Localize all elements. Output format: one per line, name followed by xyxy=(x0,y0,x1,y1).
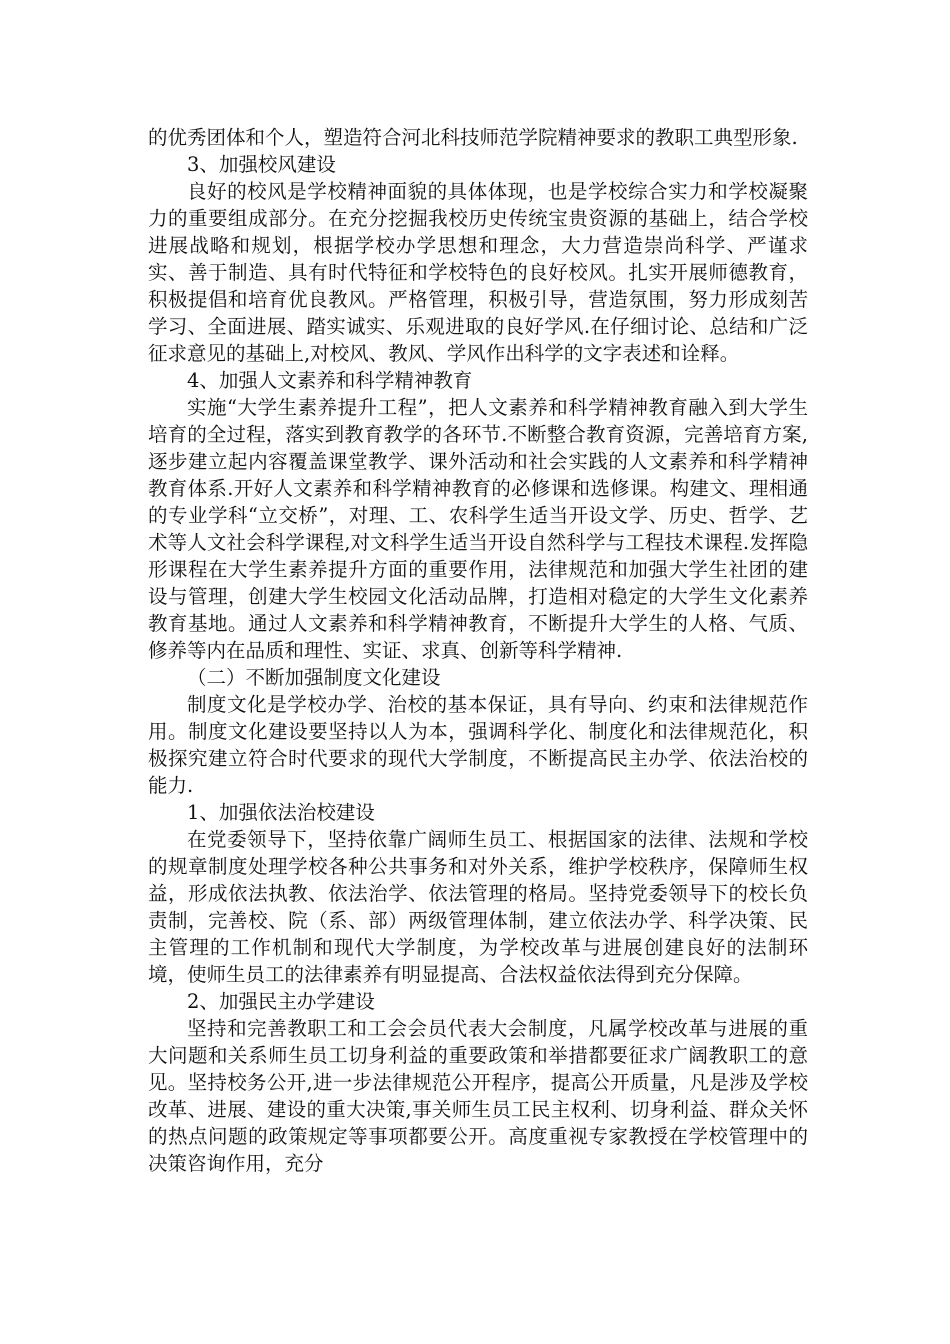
section-heading-institution-culture: （二）不断加强制度文化建设 xyxy=(187,666,441,689)
paragraph-continuation: 的优秀团体和个人，塑造符合河北科技师范学院精神要求的教职工典型形象. xyxy=(148,126,798,149)
paragraph-school-style: 良好的校风是学校精神面貌的具体体现，也是学校综合实力和学校凝聚力的重要组成部分。在充分挖掘我校历史传统宝贵资源的基础上，结合学校进展战略和规划，根据学校办学思想和理念，大力营造崇尚科学、严谨求实、善于制造、具有时代特征和学校特色的良好校风。扎实开展师德教育，积极提倡和培育优良教风。严格管理，积极引导，营造氛围，努力形成刻苦学习、全面进展、踏实诚实、乐观进取的良好学风.在仔细讨论、总结和广泛征求意见的基础上,对校风、教风、学风作出科学的文字表述和诠释。 xyxy=(148,180,808,365)
paragraph-humanities: 实施“大学生素养提升工程”，把人文素养和科学精神教育融入到大学生培育的全过程，落实到教育教学的各环节.不断整合教育资源，完善培育方案,逐步建立起内容覆盖课堂教学、课外活动和社会实践的人文素养和科学精神教育体系.开好人文素养和科学精神教育的必修课和选修课。构建文、理相通的专业学科“立交桥”，对理、工、农科学生适当开设文学、历史、哲学、艺术等人文社会科学课程,对文科学生适当开设自然科学与工程技术课程.发挥隐形课程在大学生素养提升方面的重要作用，法律规范和加强大学生社团的建设与管理，创建大学生校园文化活动品牌，打造相对稳定的大学生文化素养教育基地。通过人文素养和科学精神教育，不断提升大学生的人格、气质、修养等内在品质和理性、实证、求真、创新等科学精神. xyxy=(148,396,808,662)
document-page xyxy=(148,124,808,1177)
section-heading-democratic: 2、加强民主办学建设 xyxy=(187,990,375,1013)
section-heading-school-style: 3、加强校风建设 xyxy=(187,153,336,176)
paragraph-institution-culture: 制度文化是学校办学、治校的基本保证，具有导向、约束和法律规范作用。制度文化建设要坚持以人为本，强调科学化、制度化和法律规范化，积极探究建立符合时代要求的现代大学制度，不断提高民主办学、依法治校的能力. xyxy=(148,693,808,797)
section-heading-humanities: 4、加强人文素养和科学精神教育 xyxy=(187,369,473,392)
section-heading-rule-of-law: 1、加强依法治校建设 xyxy=(187,801,375,824)
paragraph-rule-of-law: 在党委领导下，坚持依靠广阔师生员工、根据国家的法律、法规和学校的规章制度处理学校各种公共事务和对外关系，维护学校秩序，保障师生权益，形成依法执教、依法治学、依法管理的格局。坚持党委领导下的校长负责制，完善校、院（系、部）两级管理体制，建立依法办学、科学决策、民主管理的工作机制和现代大学制度，为学校改革与进展创建良好的法制环境，使师生员工的法律素养有明显提高、合法权益依法得到充分保障。 xyxy=(148,828,808,986)
paragraph-democratic: 坚持和完善教职工和工会会员代表大会制度，凡属学校改革与进展的重大问题和关系师生员工切身利益的重要政策和举措都要征求广阔教职工的意见。坚持校务公开,进一步法律规范公开程序，提高公开质量，凡是涉及学校改革、进展、建设的重大决策,事关师生员工民主权利、切身利益、群众关怀的热点问题的政策规定等事项都要公开。高度重视专家教授在学校管理中的决策咨询作用，充分 xyxy=(148,1017,808,1175)
